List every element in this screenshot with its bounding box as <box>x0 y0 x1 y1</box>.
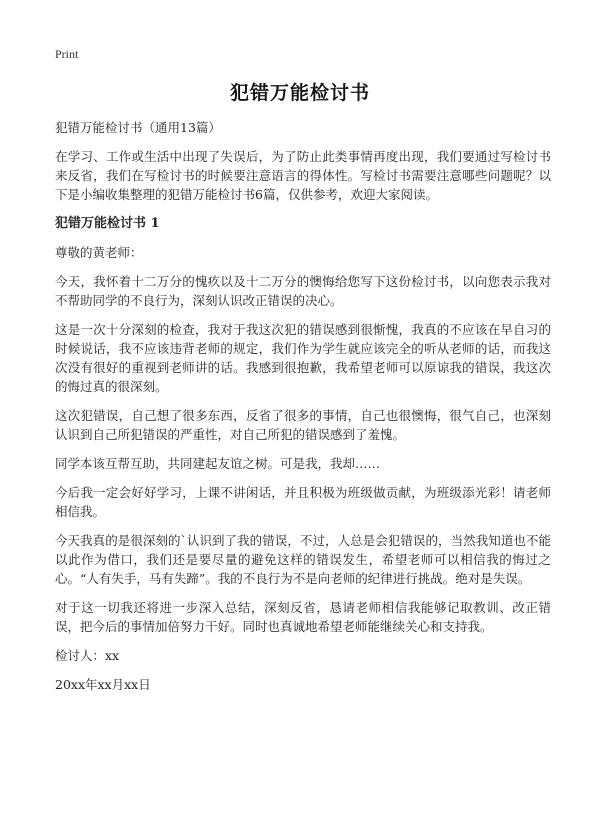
intro-paragraph: 在学习、工作或生活中出现了失误后，为了防止此类事情再度出现，我们要通过写检讨书来反省，我们在写检讨书的时候要注意语言的得体性。写检讨书需要注意哪些问题呢？以下是小编收集整理的犯错万能检讨书6篇，仅供参考，欢迎大家阅读。 <box>55 149 551 202</box>
document-title: 犯错万能检讨书 <box>229 82 370 104</box>
body-paragraph: 今天我真的是很深刻的`认识到了我的错误，不过，人总是会犯错误的，当然我知道也不能以此作为借口，我们还是要尽量的避免这样的错误发生，希望老师可以相信我的悔过之心。“人有失手，马有失蹄”。我的不良行为不是向老师的纪律进行挑战。绝对是失误。 <box>55 533 551 586</box>
body-paragraph: 今后我一定会好好学习，上课不讲闲话，并且积极为班级做贡献，为班级添光彩！请老师相信我。 <box>55 485 551 519</box>
body-paragraph: 今天，我怀着十二万分的愧疚以及十二万分的懊悔给您写下这份检讨书，以向您表示我对不帮助同学的不良行为，深刻认识改正错误的决心。 <box>55 274 551 308</box>
body-paragraph: 对于这一切我还将进一步深入总结，深刻反省，恳请老师相信我能够记取教训、改正错误，把今后的事情加倍努力干好。同时也真诚地希望老师能继续关心和支持我。 <box>55 600 551 634</box>
body-paragraph: 同学本该互帮互助，共同建起友谊之树。可是我，我却…… <box>55 456 381 471</box>
document-subtitle: 犯错万能检讨书（通用13篇） <box>55 120 221 135</box>
body-paragraph: 这是一次十分深刻的检查，我对于我这次犯的错误感到很惭愧，我真的不应该在早自习的时候说话，我不应该违背老师的规定，我们作为学生就应该完全的听从老师的话，而我这次没有很好的重视到老师讲的话。我感到很抱歉，我希望老师可以原谅我的错误，我这次的悔过真的很深刻。 <box>55 322 551 394</box>
body-paragraph: 这次犯错误，自己想了很多东西，反省了很多的事情，自己也很懊悔，很气自己，也深刻认识到自己所犯错误的严重性，对自己所犯的错误感到了羞愧。 <box>55 408 551 442</box>
document-body <box>55 118 551 704</box>
section-heading: 犯错万能检讨书 1 <box>55 216 160 231</box>
greeting: 尊敬的黄老师： <box>55 245 143 260</box>
print-label: Print <box>55 47 79 61</box>
signature: 检讨人：xx <box>55 648 120 663</box>
date: 20xx年xx月xx日 <box>55 677 151 692</box>
